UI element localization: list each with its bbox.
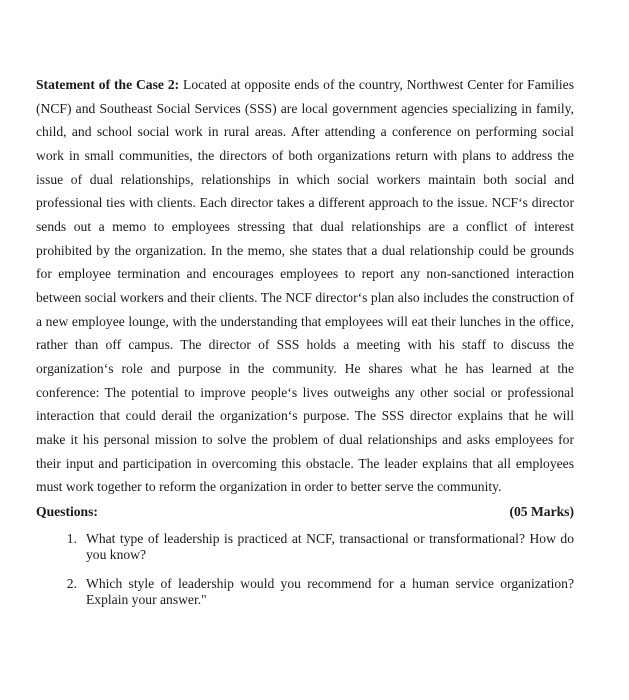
case-statement-text: Located at opposite ends of the country, Northwest Center for Families (NCF) and Southeast Social Services (SSS) are local government agencies specializing in family, child, and school social work in rural areas. After attending a conference on performing social work in small communities, the directors of both organizations return with plans to address the issue of dual relationships, relationships in which social workers maintain both social and professional ties with clients. Each director takes a different approach to the issue. NCF‘s director sends out a memo to employees stressing that dual relationships are a conflict of interest prohibited by the organization. In the memo, she states that a dual relationship could be grounds for employee termination and encourages employees to report any non-sanctioned interaction between social workers and their clients. The NCF director‘s plan also includes the construction of a new employee lounge, with the understanding that employees will eat their lunches in the office, rather than off campus. The director of SSS holds a meeting with his staff to discuss the organization‘s role and purpose in the community. He shares what he has learned at the conference: The potential to improve people‘s lives outweighs any other social or professional interaction that could derail the organization‘s purpose. The SSS director explains that he will make it his personal mission to solve the problem of dual relationships and asks employees for their input and participation in overcoming this obstacle. The leader explains that all employees must work together to reform the organization in order to better serve the community. — [36, 77, 574, 495]
question-text: What type of leadership is practiced at NCF, transactional or transformational? How do you know? — [86, 531, 574, 562]
question-number: 2. — [66, 576, 77, 592]
question-number: 1. — [66, 531, 77, 547]
marks-label: (05 Marks) — [509, 503, 574, 519]
questions-heading: Questions: — [36, 503, 98, 519]
question-text: Which style of leadership would you recommend for a human service organization? Explain your answer." — [86, 576, 574, 607]
question-item — [36, 576, 574, 607]
question-list — [36, 531, 574, 607]
case-statement-paragraph — [36, 73, 574, 499]
document-page — [36, 73, 574, 621]
question-item — [36, 531, 574, 562]
case-statement-label: Statement of the Case 2: — [36, 77, 180, 92]
questions-header — [36, 500, 574, 524]
